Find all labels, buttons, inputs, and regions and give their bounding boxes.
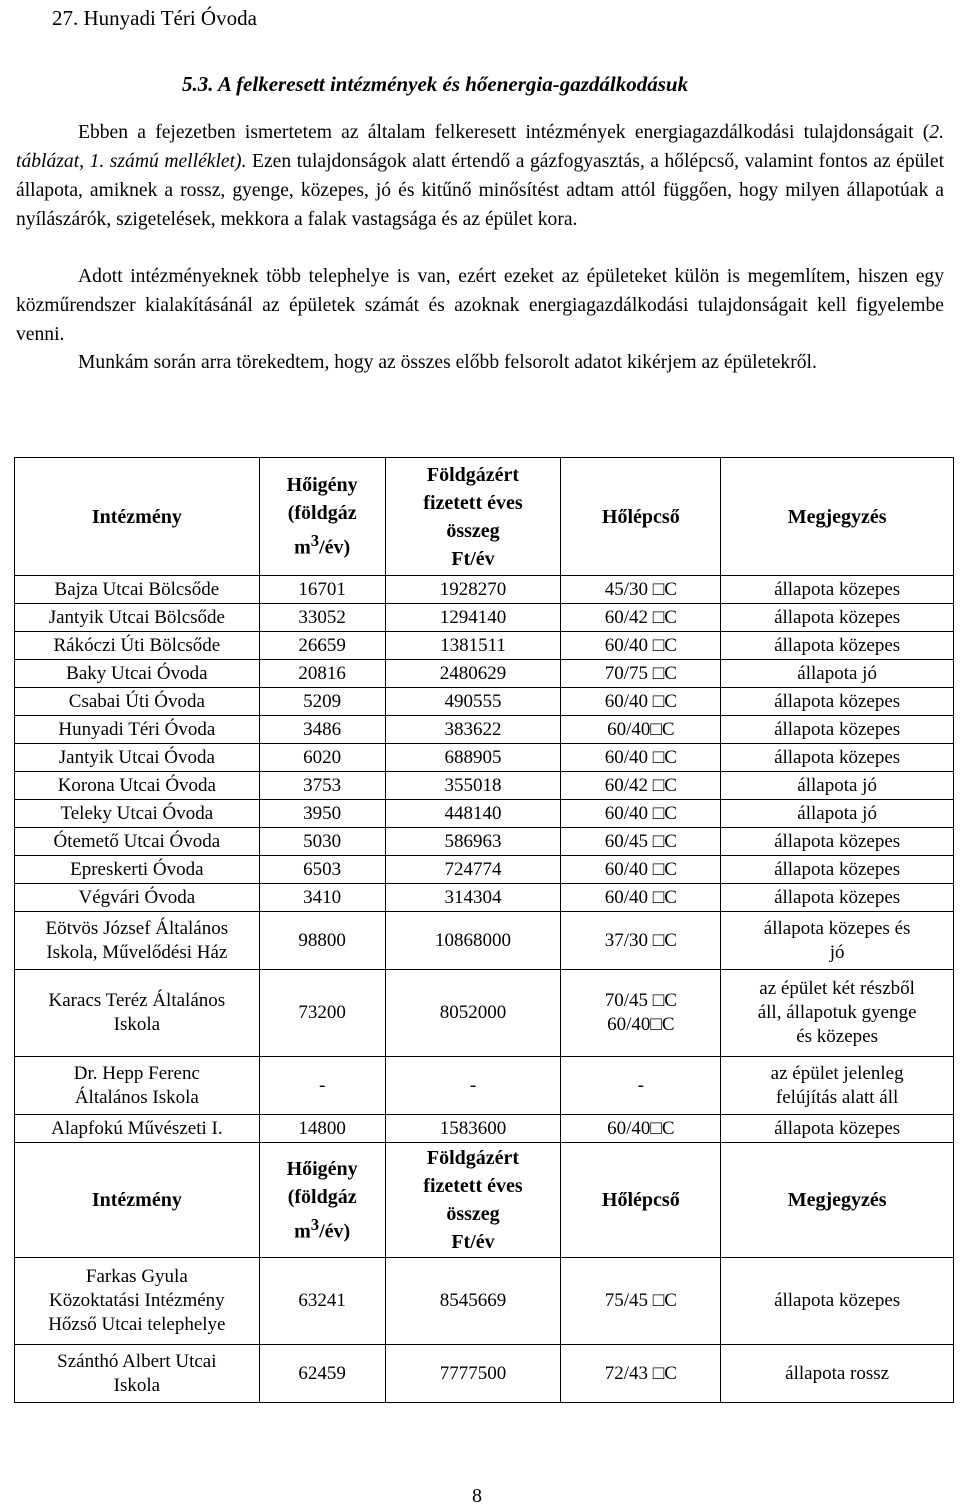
cell-note: állapota jó (721, 660, 954, 688)
table-row (15, 884, 954, 912)
header-fizetett-l1: Földgázért (426, 1147, 520, 1169)
header-hoigeny-l4: /év) (319, 1220, 351, 1243)
cell-step: 60/40 □C (561, 856, 721, 884)
cell-cost: 1294140 (385, 604, 561, 632)
szantho-name-l1: Szánthó Albert Utcai (57, 1350, 217, 1372)
cell-note: állapota közepes (721, 1115, 954, 1143)
cell-name: Jantyik Utcai Bölcsőde (15, 604, 260, 632)
cell-heat: 14800 (259, 1115, 385, 1143)
hepp-name-l1: Dr. Hepp Ferenc (73, 1062, 200, 1084)
hepp-note-l1: az épület jelenleg (770, 1062, 904, 1084)
cell-note (721, 970, 954, 1057)
table-row-eotvos (15, 912, 954, 970)
cell-name: Bajza Utcai Bölcsőde (15, 576, 260, 604)
header-fizetett-l2: fizetett éves (423, 1175, 523, 1197)
cell-step: 60/40□C (561, 1115, 721, 1143)
farkas-name-l3: Hőzső Utcai telephelye (48, 1314, 226, 1335)
cell-note: állapota rossz (721, 1345, 954, 1403)
header-hoigeny (259, 458, 385, 576)
page-number: 8 (472, 1485, 482, 1507)
cell-note: állapota közepes (721, 1258, 954, 1345)
cell-step: 60/40□C (561, 716, 721, 744)
header-hoigeny-l2: (földgáz (287, 502, 357, 525)
header-hoigeny-l3: m (294, 536, 311, 559)
paragraph-1 (16, 118, 944, 234)
header-hoigeny-sup: 3 (310, 1214, 320, 1234)
header-hoigeny (259, 1143, 385, 1258)
cell-step: 60/45 □C (561, 828, 721, 856)
cell-step: 60/40 □C (561, 800, 721, 828)
table-row (15, 772, 954, 800)
cell-cost: 448140 (385, 800, 561, 828)
table-row (15, 800, 954, 828)
cell-name: Epreskerti Óvoda (15, 856, 260, 884)
hepp-name-l2: Általános Iskola (74, 1086, 199, 1108)
cell-heat: 3753 (259, 772, 385, 800)
cell-cost: 2480629 (385, 660, 561, 688)
cell-heat: 5209 (259, 688, 385, 716)
header-hoigeny-sup: 3 (310, 531, 320, 551)
cell-heat: 63241 (259, 1258, 385, 1345)
paragraph-1-end: Ezen tulajdonságok alatt értendő a gázfogyasztás, a hőlépcső, valamint fontos az épület állapota, amiknek a rossz, gyenge, közepes, jó és kitűnő minősítést adtam attól függően, hogy milyen állapotúak a nyílászárók, szigetelések, mekkora a falak vastagsága és az épület kora. (16, 151, 945, 230)
cell-step: 72/43 □C (561, 1345, 721, 1403)
cell-name: Csabai Úti Óvoda (15, 688, 260, 716)
header-hoigeny-l1: Hőigény (286, 474, 358, 497)
cell-note: állapota jó (721, 772, 954, 800)
paragraph-1-start: Ebben a fejezetben ismertetem az általam felkeresett intézmények energiagazdálkodási tulajdonságait ( (78, 122, 930, 143)
karacs-step-l2: 60/40□C (607, 1014, 675, 1035)
table-row-karacs (15, 970, 954, 1057)
cell-note: állapota közepes (721, 856, 954, 884)
table-row (15, 632, 954, 660)
cell-step: 75/45 □C (561, 1258, 721, 1345)
table-row (15, 828, 954, 856)
cell-step: 60/40 □C (561, 632, 721, 660)
cell-cost: 7777500 (385, 1345, 561, 1403)
cell-cost: 586963 (385, 828, 561, 856)
cell-note: állapota közepes (721, 744, 954, 772)
header-fizetett-l2: fizetett éves (423, 491, 523, 514)
cell-step: 60/40 □C (561, 688, 721, 716)
cell-cost: 355018 (385, 772, 561, 800)
cell-heat: 98800 (259, 912, 385, 970)
cell-step (561, 970, 721, 1057)
cell-cost: 688905 (385, 744, 561, 772)
cell-name: Hunyadi Téri Óvoda (15, 716, 260, 744)
table-row (15, 604, 954, 632)
cell-note: állapota közepes (721, 716, 954, 744)
table-row (15, 688, 954, 716)
header-row (15, 458, 954, 576)
cell-step: 70/75 □C (561, 660, 721, 688)
paragraph-3-text: Munkám során arra törekedtem, hogy az összes előbb felsorolt adatot kikérjem az épületekről. (78, 352, 817, 373)
szantho-name-l2: Iskola (113, 1374, 161, 1396)
header-fizetett-l3: összeg (446, 519, 500, 542)
cell-name: Jantyik Utcai Óvoda (15, 744, 260, 772)
cell-heat: 6020 (259, 744, 385, 772)
cell-heat: 3410 (259, 884, 385, 912)
table-row (15, 716, 954, 744)
cell-note: állapota közepes (721, 828, 954, 856)
header-intezmeny: Intézmény (15, 458, 260, 576)
cell-heat: 20816 (259, 660, 385, 688)
cell-name (15, 970, 260, 1057)
cell-step: 45/30 □C (561, 576, 721, 604)
cell-heat: 33052 (259, 604, 385, 632)
paragraph-2 (16, 262, 944, 349)
eotvos-note-l2: jó (829, 941, 845, 963)
header-fizetett-l4: Ft/év (451, 1231, 495, 1253)
cell-cost: 724774 (385, 856, 561, 884)
table-row-szantho (15, 1345, 954, 1403)
cell-cost: 1381511 (385, 632, 561, 660)
cell-note: állapota közepes (721, 884, 954, 912)
cell-heat: - (259, 1057, 385, 1115)
farkas-name-l1: Farkas Gyula (85, 1266, 188, 1287)
header-holepcso: Hőlépcső (561, 458, 721, 576)
header-fizetett-l3: összeg (446, 1203, 500, 1225)
cell-heat: 73200 (259, 970, 385, 1057)
header-holepcso: Hőlépcső (561, 1143, 721, 1258)
cell-name (15, 1057, 260, 1115)
cell-name: Végvári Óvoda (15, 884, 260, 912)
cell-step: 60/40 □C (561, 884, 721, 912)
cell-cost: - (385, 1057, 561, 1115)
header-hoigeny-l2: (földgáz (287, 1185, 357, 1208)
cell-name (15, 1258, 260, 1345)
table-row-alapfoku (15, 1115, 954, 1143)
cell-heat: 26659 (259, 632, 385, 660)
cell-name: Baky Utcai Óvoda (15, 660, 260, 688)
section-heading: 5.3. A felkeresett intézmények és hőenergia-gazdálkodásuk (182, 72, 689, 96)
karacs-name-l1: Karacs Teréz Általános (48, 990, 226, 1011)
cell-cost: 314304 (385, 884, 561, 912)
cell-heat: 5030 (259, 828, 385, 856)
cell-cost: 10868000 (385, 912, 561, 970)
cell-note: állapota közepes (721, 632, 954, 660)
cell-note: állapota jó (721, 800, 954, 828)
eotvos-note-l1: állapota közepes és (763, 917, 911, 939)
header-megjegyzes: Megjegyzés (721, 1143, 954, 1258)
header-intezmeny: Intézmény (15, 1143, 260, 1258)
paragraph-2-text: Adott intézményeknek több telephelye is van, ezért ezeket az épületeket külön is megemlítem, hiszen egy közműrendszer kialakításánál az épületek számát és azoknak energiagazdálkodási tulajdonságait kell figyelembe venni. (16, 266, 944, 345)
header-hoigeny-l3: m (294, 1220, 311, 1243)
cell-name (15, 1345, 260, 1403)
cell-cost: 8052000 (385, 970, 561, 1057)
cell-step: 60/42 □C (561, 772, 721, 800)
header-hoigeny-l1: Hőigény (286, 1157, 358, 1180)
hepp-note-l2: felújítás alatt áll (775, 1086, 899, 1108)
cell-heat: 3950 (259, 800, 385, 828)
header-fizetett (385, 458, 561, 576)
paragraph-3 (16, 348, 944, 377)
header-megjegyzes: Megjegyzés (721, 458, 954, 576)
cell-heat: 3486 (259, 716, 385, 744)
header-fizetett (385, 1143, 561, 1258)
karacs-step-l1: 70/45 □C (604, 990, 677, 1011)
header-fizetett-l1: Földgázért (426, 463, 520, 486)
cell-cost: 383622 (385, 716, 561, 744)
document-title: 27. Hunyadi Téri Óvoda (52, 6, 257, 30)
cell-note: állapota közepes (721, 576, 954, 604)
cell-cost: 8545669 (385, 1258, 561, 1345)
eotvos-name-l1: Eötvös József Általános (45, 917, 229, 939)
table-row-farkas (15, 1258, 954, 1345)
eotvos-name-l2: Iskola, Művelődési Ház (46, 941, 228, 963)
cell-step: 60/40 □C (561, 744, 721, 772)
farkas-name-l2: Közoktatási Intézmény (49, 1290, 225, 1311)
cell-name: Ótemető Utcai Óvoda (15, 828, 260, 856)
table-row (15, 660, 954, 688)
cell-note (721, 1057, 954, 1115)
cell-step: - (561, 1057, 721, 1115)
karacs-note-l2: áll, állapotuk gyenge (757, 1002, 917, 1023)
cell-cost: 1583600 (385, 1115, 561, 1143)
cell-cost: 490555 (385, 688, 561, 716)
header-fizetett-l4: Ft/év (451, 547, 495, 570)
table-row-hepp (15, 1057, 954, 1115)
cell-heat: 6503 (259, 856, 385, 884)
cell-step: 37/30 □C (561, 912, 721, 970)
cell-name: Alapfokú Művészeti I. (15, 1115, 260, 1143)
cell-cost: 1928270 (385, 576, 561, 604)
cell-name: Teleky Utcai Óvoda (15, 800, 260, 828)
karacs-name-l2: Iskola (113, 1014, 161, 1035)
header-hoigeny-l4: /év) (319, 536, 351, 559)
cell-step: 60/42 □C (561, 604, 721, 632)
table-row (15, 856, 954, 884)
cell-heat: 62459 (259, 1345, 385, 1403)
karacs-note-l3: és közepes (796, 1026, 878, 1047)
cell-name: Korona Utcai Óvoda (15, 772, 260, 800)
table-row (15, 744, 954, 772)
cell-name: Rákóczi Úti Bölcsőde (15, 632, 260, 660)
institutions-table (14, 457, 954, 1403)
cell-heat: 16701 (259, 576, 385, 604)
karacs-note-l1: az épület két részből (759, 978, 915, 999)
paragraph-1-reference: 2. táblázat, 1. számú melléklet). (16, 122, 944, 172)
cell-note: állapota közepes (721, 688, 954, 716)
table-row (15, 576, 954, 604)
cell-note (721, 912, 954, 970)
cell-name (15, 912, 260, 970)
cell-note: állapota közepes (721, 604, 954, 632)
header-row-repeat (15, 1143, 954, 1258)
